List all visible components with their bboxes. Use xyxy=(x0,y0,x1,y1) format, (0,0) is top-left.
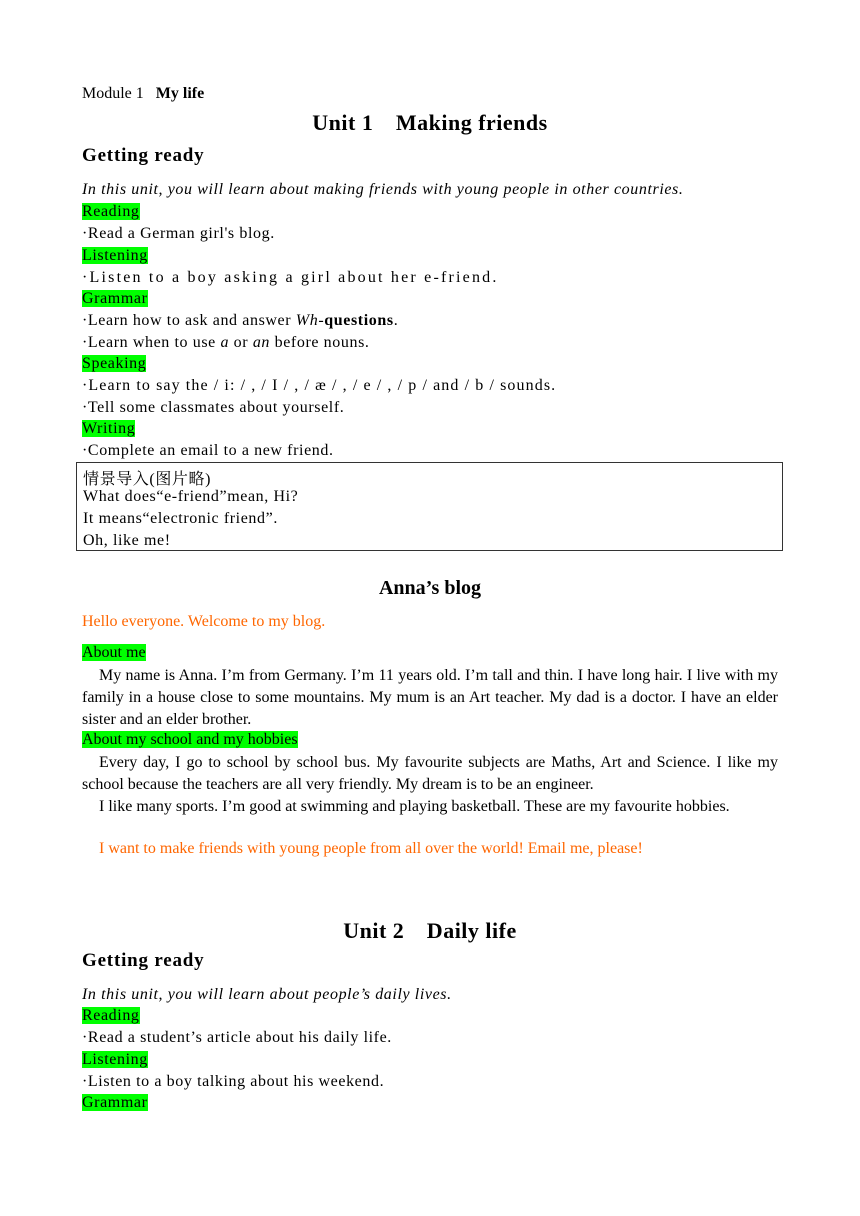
blog-school-label: About my school and my hobbies xyxy=(82,731,298,748)
module-header xyxy=(82,85,204,103)
unit2-getting-ready: Getting ready xyxy=(82,950,205,971)
unit1-speaking-label: Speaking xyxy=(82,355,147,372)
unit2-title: Unit 2 Daily life xyxy=(343,918,517,943)
blog-greeting: Hello everyone. Welcome to my blog. xyxy=(82,613,326,630)
blog-about-me-text: My name is Anna. I’m from Germany. I’m 11 years old. I’m tall and thin. I have long hair. I live with my family in a house close to some mountains. My mum is an Art teacher. My dad is a doctor. I have an elder sister and an elder brother. xyxy=(82,667,778,728)
blog-title: Anna’s blog xyxy=(378,577,482,599)
unit1-writing-label: Writing xyxy=(82,420,136,437)
unit1-reading-label: Reading xyxy=(82,203,140,220)
unit2-grammar-label: Grammar xyxy=(82,1094,148,1111)
unit1-writing-item: ·Complete an email to a new friend. xyxy=(82,442,334,459)
unit2-reading-label: Reading xyxy=(82,1007,140,1024)
unit1-getting-ready: Getting ready xyxy=(82,145,205,166)
unit1-grammar-item-2: ·Learn when to use a or an before nouns. xyxy=(82,334,370,351)
unit1-grammar-label: Grammar xyxy=(82,290,148,307)
unit1-speaking-item-2: ·Tell some classmates about yourself. xyxy=(82,399,345,416)
unit1-reading-item: ·Read a German girl's blog. xyxy=(82,225,275,242)
blog-closing: I want to make friends with young people from all over the world! Email me, please! xyxy=(99,840,643,857)
unit1-speaking-item-1: ·Learn to say the / i: / , / I / , / æ / , / e / , / p / and / b / sounds. xyxy=(82,377,557,394)
unit1-listening-item: ·Listen to a boy asking a girl about her e-friend. xyxy=(82,269,499,286)
module-label: Module 1 xyxy=(82,85,144,102)
unit2-listening-item: ·Listen to a boy talking about his weekend. xyxy=(82,1073,385,1090)
blog-hobbies-text: I like many sports. I’m good at swimming and playing basketball. These are my favourite hobbies. xyxy=(99,798,730,815)
scenario-line: What does“e-friend”mean, Hi? xyxy=(83,488,299,505)
unit1-grammar-item-1: ·Learn how to ask and answer Wh-questions. xyxy=(82,312,399,329)
scenario-box xyxy=(76,462,783,551)
blog-about-me-label: About me xyxy=(82,644,146,661)
scenario-line: It means“electronic friend”. xyxy=(83,510,278,527)
module-title: My life xyxy=(155,85,205,102)
scenario-line: Oh, like me! xyxy=(83,532,171,549)
unit1-listening-label: Listening xyxy=(82,247,148,264)
unit1-title: Unit 1 Making friends xyxy=(312,110,548,135)
unit2-intro: In this unit, you will learn about people’s daily lives. xyxy=(82,986,452,1003)
unit1-intro: In this unit, you will learn about making friends with young people in other countries. xyxy=(82,181,684,198)
scenario-line: 情景导入(图片略) xyxy=(83,471,212,488)
unit2-listening-label: Listening xyxy=(82,1051,148,1068)
unit2-reading-item: ·Read a student’s article about his daily life. xyxy=(82,1029,392,1046)
blog-school-text: Every day, I go to school by school bus. My favourite subjects are Maths, Art and Science. I like my school because the teachers are all very friendly. My dream is to be an engineer. xyxy=(82,754,778,793)
